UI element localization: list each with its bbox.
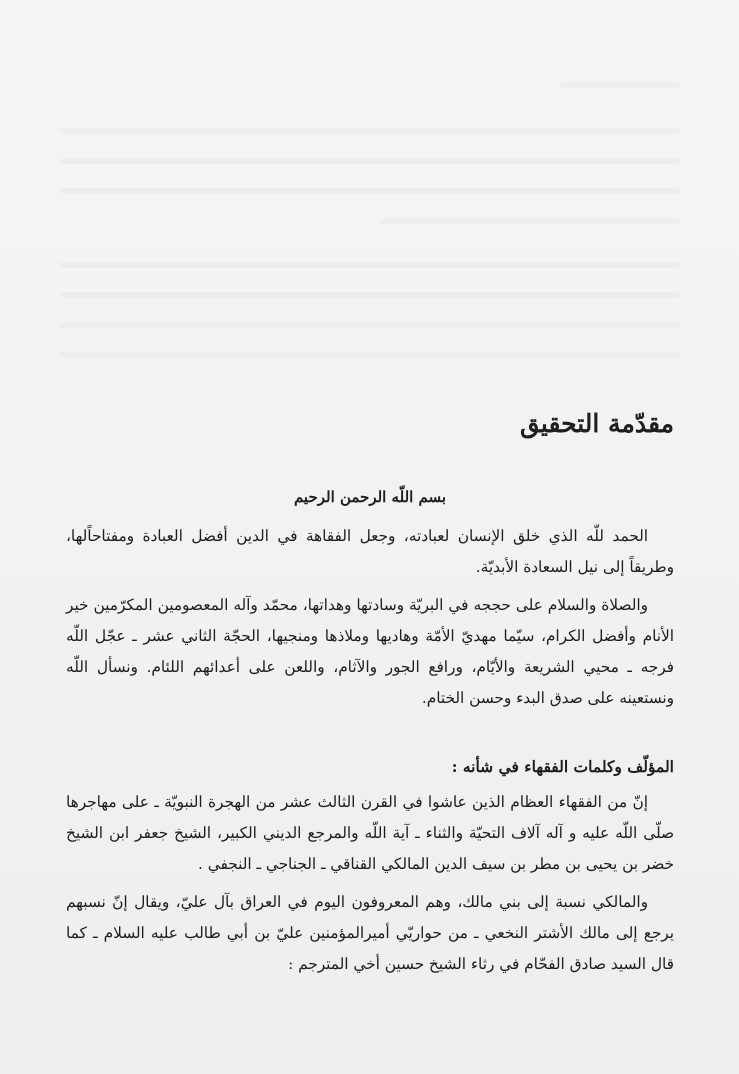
bleed-through-text [560, 82, 680, 88]
bleed-through-text [60, 128, 680, 134]
bleed-through-text [60, 292, 680, 298]
basmala: بسم اللّه الرحمن الرحيم [293, 488, 447, 506]
paragraph: إنّ من الفقهاء العظام الذين عاشوا في القرن الثالث عشر من الهجرة النبويّة ـ على مهاجرها صلّى اللّه عليه و آله آلاف التحيّة والثناء ـ آية اللّه والمرجع الديني الكبير، الشيخ جعفر ابن الشيخ خضر بن يحيى بن مطر بن سيف الدين المالكي القناقي ـ الجناجي ـ النجفي . [66, 793, 674, 873]
paragraph: والصلاة والسلام على حججه في البريّة وسادتها وهداتها، محمّد وآله المعصومين المكرّمين خير الأنام وأفضل الكرام، سيّما مهديّ الأمّة وهاديها وملاذها ومنجيها، الحجّة الثاني عشر ـ عجّل اللّه فرجه ـ محيي الشريعة والأيّام، ورافع الجور والآثام، واللعن على أعدائهم اللئام. ونسأل اللّه ونستعينه على صدق البدء وحسن الختام. [66, 596, 674, 707]
bleed-through-text [380, 218, 680, 224]
paragraph: والمالكي نسبة إلى بني مالك، وهم المعروفون اليوم في العراق بآل عليّ، ويقال إنّ نسبهم يرجع إلى مالك الأشتر النخعي ـ من حواريّي أميرالمؤمنين عليّ بن أبي طالب عليه السلام ـ كما قال السيد صادق الفحّام في رثاء الشيخ حسين أخي المترجم : [66, 893, 674, 973]
main-content [66, 404, 674, 980]
bleed-through-text [60, 158, 680, 164]
bleed-through-text [60, 322, 680, 328]
bleed-through-text [60, 352, 680, 358]
bleed-through-text [60, 262, 680, 268]
page-title: مقدّمة التحقيق [520, 409, 674, 438]
bleed-through-text [60, 188, 680, 194]
section-heading: المؤلّف وكلمات الفقهاء في شأنه : [451, 757, 674, 776]
paragraph: الحمد للّه الذي خلق الإنسان لعبادته، وجعل الفقاهة في الدين أفضل العبادة ومفتاحاًلها، وطريقاً إلى نيل السعادة الأبديّة. [66, 527, 674, 576]
